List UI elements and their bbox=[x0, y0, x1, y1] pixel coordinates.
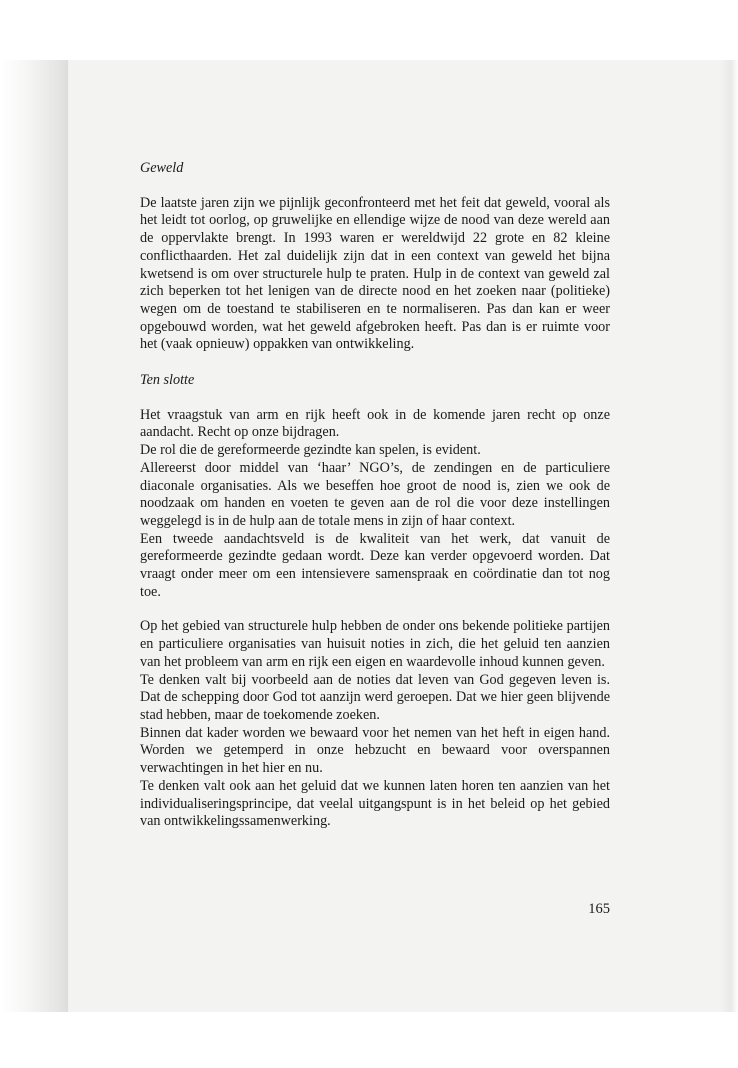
paragraph-ten-slotte-4: Een tweede aandachtsveld is de kwaliteit van het werk, dat vanuit de gereformeerde gezindte gedaan wordt. Deze kan verder opgevoerd worden. Dat vraagt onder meer om een intensievere samenspraak en coördinatie dan tot nog toe. bbox=[140, 530, 610, 600]
book-spine-shadow bbox=[0, 60, 68, 1012]
paragraph-ten-slotte-1: Het vraagstuk van arm en rijk heeft ook in de komende jaren recht op onze aandacht. Recht op onze bijdragen. bbox=[140, 406, 610, 441]
paragraph-geweld: De laatste jaren zijn we pijnlijk geconfronteerd met het feit dat geweld, vooral als het leidt tot oorlog, op gruwelijke en ellendige wijze de nood van deze wereld aan de oppervlakte brengt. In 1993 waren er wereldwijd 22 grote en 82 kleine conflicthaarden. Het zal duidelijk zijn dat in een context van geweld het bijna kwetsend is om over structurele hulp te praten. Hulp in de context van geweld zal zich beperken tot het lenigen van de directe nood en het zoeken naar (politieke) wegen om de toestand te stabiliseren en te normaliseren. Pas dan kan er weer opgebouwd worden, wat het geweld afgebroken heeft. Pas dan is er ruimte voor het (vaak opnieuw) oppakken van ontwikkeling. bbox=[140, 194, 610, 353]
page-number: 165 bbox=[588, 901, 610, 917]
section-heading-geweld: Geweld bbox=[140, 160, 184, 176]
paragraph-ten-slotte-3: Allereerst door middel van ‘haar’ NGO’s, de zendingen en de particuliere diaconale organisaties. Als we beseffen hoe groot de nood is, zien we ook de noodzaak om handen en voeten te geven aan de rol die voor deze instellingen weggelegd is in de hulp aan de totale mens in zijn of haar context. bbox=[140, 459, 610, 529]
page-right-edge bbox=[720, 60, 738, 1012]
paragraph-ten-slotte-8: Te denken valt ook aan het geluid dat we kunnen laten horen ten aanzien van het individualiseringsprincipe, dat veelal uitgangspunt is in het beleid op het gebied van ontwikkelingssamenwerking. bbox=[140, 777, 610, 830]
section-heading-ten-slotte: Ten slotte bbox=[140, 372, 195, 389]
paragraph-ten-slotte-5: Op het gebied van structurele hulp hebben de onder ons bekende politieke partijen en particuliere organisaties van huisuit noties in zich, die het geluid ten aanzien van het probleem van arm en rijk een eigen en waardevolle inhoud kunnen geven. bbox=[140, 618, 610, 670]
page-text-block bbox=[140, 160, 610, 831]
paragraph-ten-slotte-7: Binnen dat kader worden we bewaard voor het nemen van het heft in eigen hand. Worden we getemperd in onze hebzucht en bewaard voor overspannen verwachtingen in het hier en nu. bbox=[140, 724, 610, 777]
paragraph-ten-slotte-6: Te denken valt bij voorbeeld aan de noties dat leven van God gegeven leven is. Dat de schepping door God tot aanzijn werd geroepen. Dat we hier geen blijvende stad hebben, maar de toekomende zoeken. bbox=[140, 671, 610, 723]
paragraph-ten-slotte-2: De rol die de gereformeerde gezindte kan spelen, is evident. bbox=[140, 442, 481, 459]
